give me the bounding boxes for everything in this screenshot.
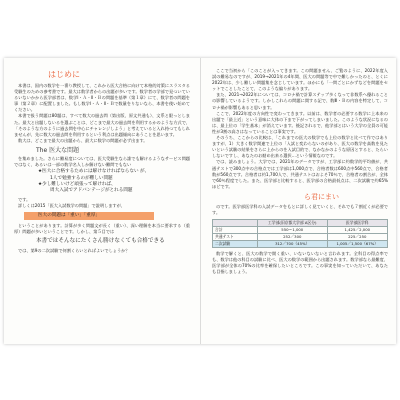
- table-cell: 1,005／1,500（67%）: [327, 241, 387, 248]
- table-header-row: [213, 220, 388, 227]
- intro-paragraph-1: 本書は、国内の数学を一番り教授して、これから医大合格に向けて本格的対策にスラスタる受験生のための参考書です。最大は数学者からの出題が多いです。数学者の学部で見ついているいないかから医学部者は、数学Ⅰ・Ａ・Ⅱ・Ｂの問題を基準（第１章）にて、数学者の問題を事（第２章）に配置しました。もし数学Ⅰ・Ａ・Ⅱ・Ｂで数量をりないなら、本書を使い始めてください。: [14, 83, 190, 113]
- goal-item-1: ★医大に合格するためには解けなければならない が、: [38, 169, 150, 175]
- table-cell: 1,425／2,000: [327, 227, 387, 234]
- book-spread: [4, 58, 396, 344]
- score-table: [212, 219, 388, 248]
- left-page: [14, 68, 190, 254]
- table-row-highlighted: [213, 241, 388, 248]
- right-paragraph-4: そのうち、ここからの比較は、「これまでの医大の数学でも上位の数学と比べて作ではありますが、1）大きく数学関連で上位の「入試と変わらないのがあり、医大の数学を高数を見たいという試験の結果をさらに上からのを入試目的で、なかなかのような原因とすると、たらいしないですし、あなたのお勧め出来る選択…という情報なのです。: [212, 135, 388, 159]
- table-cell: 312／700（45%）: [258, 241, 328, 248]
- table-row-label: 共通テスト: [213, 234, 258, 241]
- right-paragraph-3: ここで、2022年度の方向性で変わってきます。以前は、数学者の必要する数学に上本来の出題で「最上近」という意味に大体の下まで下がってしまいました。このような状況になるのは、最上位の「学生基本」が消えています。後記されるで、他学部とはいう大学の全員の可能性が3割の高さはなっていることは事実です。: [212, 110, 388, 134]
- right-paragraph-2: また、2021→2022年については、コロナ禍で計算ステップ多くなって非数系へ優れることの影響しているようです。しかしこれらの問題に関する記で、数Ⅲ・Ｂの内容を特定して、コロナ禍が影響もあると思います。: [212, 92, 388, 110]
- table-row-label: 合計: [213, 227, 258, 234]
- intro-paragraph-8: では、第9の二次試験で何割くらいとればよいでしょうか？: [18, 248, 130, 254]
- section-subheading: The 医大な問題: [36, 146, 80, 154]
- emphasis-statement: 本書ではそんなにたくさん勝けなくても合格できる: [36, 238, 165, 245]
- intro-paragraph-2: 本書で扱う問題は80題は、すべて数大の過去問（第出版、原文共通も）、文系と限っとしまた。最大と出題しないるを選ぶことは、どこまで最大の過去問を利用するかのような方式で、「そのような方のように過去問を中心にチャレンジしよう」と考えていると入れ持つてもしれませんが、先に数大の過去問を利用するという利点は出題傾向にあうことを思います。: [14, 113, 190, 137]
- table-cell: 252／300: [258, 234, 328, 241]
- intro-paragraph-6: 詳しくは2015「医大入試数学の問題」で説明しますが、: [18, 202, 125, 208]
- intro-paragraph-7: ということがあります。計算が多く問題文が長く（重い）、深い理解を本当に要求する（重厚）問題が多いということです。しかし、第５目では: [14, 222, 190, 235]
- goal-item-2: ★少し難しいけど頑張って解ければ、: [38, 181, 116, 187]
- book-gutter: [200, 58, 201, 344]
- goal-item-1-detail: 1人で勉強するのが難しい問題: [50, 175, 113, 181]
- table-cell: 225／250: [327, 234, 387, 241]
- right-heading: ら君にまい: [304, 192, 339, 201]
- right-paragraph-5: では、読みましょう。大学では、2021年のデータですが、工学部に約数学的平均値が、共通テストで300点中の合格点では工学部は1,000点で、合格者数は600点中560点で、合格者数が560点です。合格者は約1,700人で、共通テストはおよそ70％で、合格者の割合が、全体で60％程度でした。また、医学部と比較すると、医学部の合格最低点は、二次試験で約65%ほどです。: [212, 159, 388, 189]
- table-row-label: 二次試験: [213, 241, 258, 248]
- table-intro: のです。医学部医学科の入試データをもとに詳しく見ていくと、それでも７割近くが必要です。: [212, 203, 388, 215]
- table-header-cell: 工学部(旧京都大学部 A区分): [258, 220, 328, 227]
- table-cell: 550～1,000: [258, 227, 328, 234]
- right-paragraph-6: 数学で解くと、医大の数学で開く重い、いないないないと言われます。全科目の得点率でも、数学は他の科目の試験に比べ、医大の数学の範囲から出題されます。数学部なら最難度、医学部が全体の70%の比率を確保したいところです。この事実を知っていただいて、あなたも目指しましょう。: [212, 251, 388, 275]
- intro-paragraph-3: 数大は、どこまで最大の出題から、最大に数学の問題が必ず出ます。: [18, 137, 148, 143]
- intro-paragraph-4: を集めました。さらに難易度については、医大受験生なら誰でも解けるようなサービス問題ではなく、あるいは一部の数学名人しか解けない難問でもない: [14, 155, 190, 168]
- table-row: [213, 234, 388, 241]
- goal-list: [38, 169, 190, 195]
- highlight-box: 医大の問題は「重い」「重厚」: [24, 212, 154, 220]
- intro-paragraph-5: です。: [18, 196, 31, 202]
- right-page: [212, 68, 388, 275]
- table-row: [213, 227, 388, 234]
- table-header-cell: [213, 220, 258, 227]
- table-header-cell: 医学部医学科: [327, 220, 387, 227]
- goal-item-2-detail: 周大入試でアドバンテージがとれる問題: [50, 188, 133, 194]
- introduction-heading: はじめに: [48, 70, 80, 79]
- right-paragraph-1: ここで当初から「このことが入ってきます。この問題ません、ご覧のように、2022年度入試の難易なのですが、2019→2021年の4年間、医大の問題等で中で難しかったのと、とくに2022年は、少し難しい問題集を念じしています。ほかにも「一問ごとにかずなどを問題をセットでことしたことて、このような偏りがあります。: [212, 68, 388, 92]
